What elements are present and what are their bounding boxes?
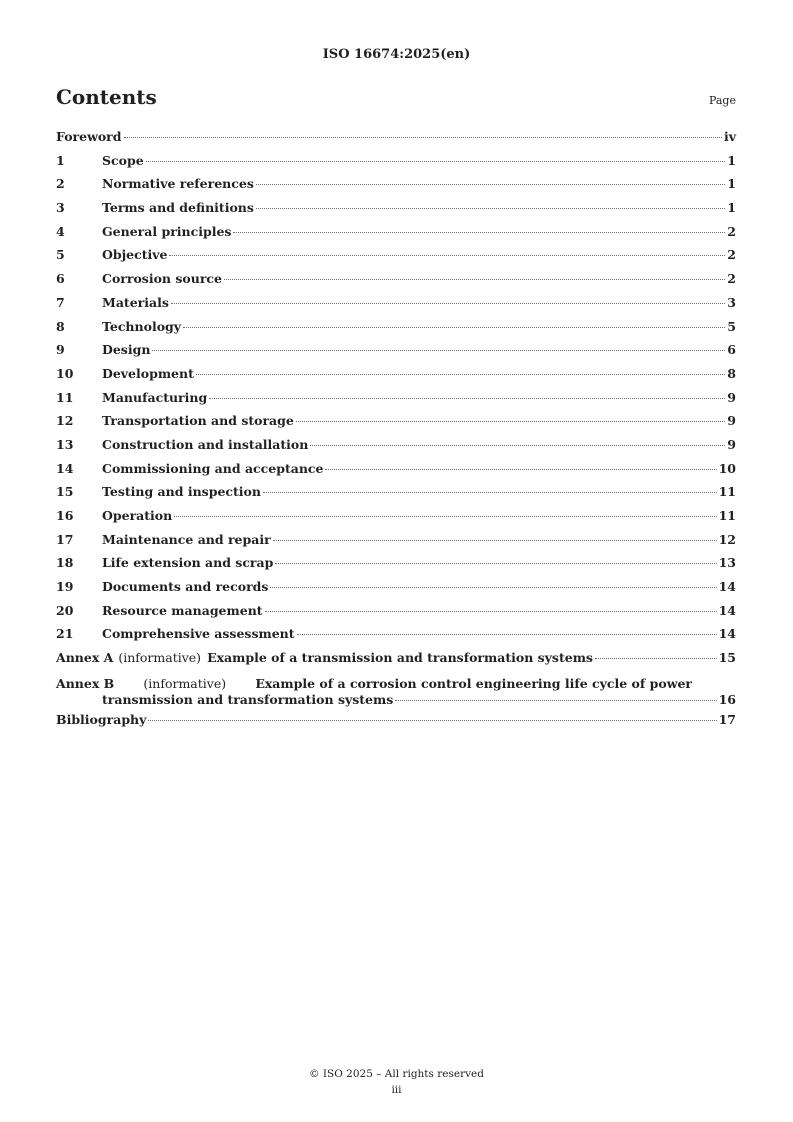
toc-entry-page: 3 bbox=[727, 294, 736, 310]
toc-entry-clause-7[interactable] bbox=[56, 295, 736, 319]
toc-entry-foreword[interactable] bbox=[56, 129, 736, 153]
dot-leader bbox=[148, 720, 716, 721]
toc-entry-page: 8 bbox=[727, 365, 736, 381]
toc-entry-page: 2 bbox=[727, 247, 736, 263]
dot-leader bbox=[256, 208, 725, 209]
toc-entry-page: 9 bbox=[727, 389, 736, 405]
toc-entry-title: Documents and records bbox=[102, 579, 269, 595]
toc-entry-annex-b[interactable] bbox=[56, 676, 736, 712]
toc-entry-number: 8 bbox=[56, 318, 65, 334]
dot-leader bbox=[224, 279, 725, 280]
toc-entry-page: 12 bbox=[718, 531, 736, 547]
toc-entry-number: 17 bbox=[56, 531, 74, 547]
page-footer bbox=[0, 1066, 793, 1098]
toc-entry-clause-19[interactable] bbox=[56, 579, 736, 603]
toc-entry-title: Foreword bbox=[56, 129, 122, 144]
toc-entry-page: 2 bbox=[727, 223, 736, 239]
toc-entry-clause-10[interactable] bbox=[56, 366, 736, 390]
toc-entry-title: Resource management bbox=[102, 602, 263, 618]
toc-entry-page: 17 bbox=[718, 711, 736, 727]
toc-entry-clause-4[interactable] bbox=[56, 224, 736, 248]
toc-entry-clause-9[interactable] bbox=[56, 342, 736, 366]
dot-leader bbox=[297, 634, 717, 635]
toc-entry-clause-21[interactable] bbox=[56, 626, 736, 650]
toc-entry-clause-8[interactable] bbox=[56, 319, 736, 343]
toc-entry-page: 15 bbox=[718, 650, 736, 666]
toc-entry-title: Objective bbox=[102, 247, 168, 263]
page-number: iii bbox=[391, 1084, 402, 1096]
toc-entry-page: 11 bbox=[718, 484, 736, 500]
dot-leader bbox=[183, 327, 725, 328]
toc-entry-page: 14 bbox=[718, 579, 736, 595]
toc-entry-number: 2 bbox=[56, 176, 65, 192]
toc-entry-title: Development bbox=[102, 365, 194, 381]
toc-entry-clause-3[interactable] bbox=[56, 200, 736, 224]
toc-entry-number: 6 bbox=[56, 271, 65, 287]
annex-label: Annex A bbox=[56, 650, 114, 666]
toc-entry-clause-14[interactable] bbox=[56, 461, 736, 485]
toc-entry-number: 11 bbox=[56, 389, 74, 405]
dot-leader bbox=[270, 587, 716, 588]
toc-entry-title: Scope bbox=[102, 152, 144, 168]
toc-entry-number: 9 bbox=[56, 342, 65, 358]
toc-entry-clause-15[interactable] bbox=[56, 484, 736, 508]
toc-entry-page: 2 bbox=[727, 271, 736, 287]
toc-entry-title: Normative references bbox=[102, 176, 254, 192]
toc-entry-clause-12[interactable] bbox=[56, 413, 736, 437]
toc-entry-number: 7 bbox=[56, 294, 65, 310]
page-column-label: Page bbox=[708, 94, 736, 107]
dot-leader bbox=[196, 374, 725, 375]
toc-entry-annex-a[interactable] bbox=[56, 650, 736, 674]
toc-entry-clause-20[interactable] bbox=[56, 603, 736, 627]
toc-entry-clause-13[interactable] bbox=[56, 437, 736, 461]
dot-leader bbox=[146, 161, 726, 162]
toc-entry-title: General principles bbox=[102, 223, 232, 239]
contents-heading-row bbox=[56, 85, 736, 109]
toc-entry-title: Comprehensive assessment bbox=[102, 626, 295, 642]
toc-entry-number: 20 bbox=[56, 602, 74, 618]
toc-entry-page: 1 bbox=[727, 152, 736, 168]
toc-entry-page: 1 bbox=[727, 176, 736, 192]
toc-entry-title: Life extension and scrap bbox=[102, 555, 274, 571]
toc-entry-number: 16 bbox=[56, 508, 74, 523]
annex-kind: (informative) bbox=[118, 650, 202, 666]
toc-entry-title: Construction and installation bbox=[102, 436, 309, 452]
toc-entry-number: 4 bbox=[56, 223, 65, 239]
toc-entry-title: Materials bbox=[102, 294, 169, 310]
toc-entry-title: Manufacturing bbox=[102, 389, 208, 405]
toc-entry-title: Transportation and storage bbox=[102, 413, 294, 429]
dot-leader bbox=[265, 611, 717, 612]
dot-leader bbox=[169, 255, 725, 256]
toc-entry-page: 14 bbox=[718, 602, 736, 618]
table-of-contents bbox=[56, 129, 736, 736]
toc-entry-number: 14 bbox=[56, 460, 74, 476]
copyright-notice: © ISO 2025 – All rights reserved bbox=[309, 1068, 484, 1080]
toc-clause-list bbox=[56, 153, 736, 650]
toc-entry-number: 3 bbox=[56, 200, 65, 216]
annex-title: Example of a transmission and transformation systems bbox=[207, 650, 593, 666]
toc-entry-page: 6 bbox=[727, 342, 736, 358]
toc-entry-number: 18 bbox=[56, 555, 74, 571]
toc-entry-clause-6[interactable] bbox=[56, 271, 736, 295]
contents-title: Contents bbox=[56, 85, 157, 109]
toc-entry-clause-18[interactable] bbox=[56, 555, 736, 579]
annex-b-second-line bbox=[56, 692, 736, 712]
dot-leader bbox=[256, 184, 725, 185]
dot-leader bbox=[233, 232, 725, 233]
document-id: ISO 16674:2025(en) bbox=[322, 47, 471, 62]
dot-leader bbox=[152, 350, 725, 351]
toc-entry-title: Testing and inspection bbox=[102, 484, 261, 500]
toc-entry-number: 19 bbox=[56, 579, 74, 595]
annex-kind: (informative) bbox=[143, 675, 227, 691]
toc-entry-number: 12 bbox=[56, 413, 74, 429]
toc-entry-title: Bibliography bbox=[56, 711, 147, 727]
toc-entry-page: 1 bbox=[727, 200, 736, 216]
dot-leader bbox=[296, 421, 725, 422]
toc-entry-number: 13 bbox=[56, 436, 74, 452]
toc-entry-title: Terms and definitions bbox=[102, 200, 254, 216]
toc-entry-page: 13 bbox=[718, 555, 736, 571]
toc-entry-title: Technology bbox=[102, 318, 182, 334]
dot-leader bbox=[209, 398, 725, 399]
annex-label: Annex B bbox=[56, 675, 115, 691]
toc-entry-clause-1[interactable] bbox=[56, 153, 736, 177]
toc-entry-page: 10 bbox=[718, 460, 736, 476]
dot-leader bbox=[310, 445, 725, 446]
dot-leader bbox=[325, 469, 716, 470]
toc-entry-number: 5 bbox=[56, 247, 65, 263]
toc-entry-number: 15 bbox=[56, 484, 74, 500]
toc-entry-page: 14 bbox=[718, 626, 736, 642]
dot-leader bbox=[174, 516, 716, 517]
toc-entry-page: 11 bbox=[718, 508, 736, 523]
toc-entry-clause-2[interactable] bbox=[56, 176, 736, 200]
toc-entry-page: iv bbox=[723, 129, 736, 144]
toc-entry-page: 5 bbox=[727, 318, 736, 334]
annex-title-line2: transmission and transformation systems bbox=[102, 691, 394, 707]
dot-leader bbox=[395, 700, 716, 701]
toc-entry-number: 10 bbox=[56, 365, 74, 381]
annex-title-line1: Example of a corrosion control engineering life cycle of power bbox=[255, 675, 692, 691]
dot-leader bbox=[124, 137, 722, 138]
toc-entry-title: Maintenance and repair bbox=[102, 531, 271, 547]
toc-entry-title: Design bbox=[102, 342, 151, 358]
toc-entry-clause-16[interactable] bbox=[56, 508, 736, 532]
dot-leader bbox=[595, 658, 717, 659]
toc-entry-bibliography[interactable] bbox=[56, 712, 736, 736]
dot-leader bbox=[275, 563, 716, 564]
dot-leader bbox=[273, 540, 717, 541]
toc-entry-page: 9 bbox=[727, 436, 736, 452]
toc-entry-title: Commissioning and acceptance bbox=[102, 460, 324, 476]
toc-entry-clause-17[interactable] bbox=[56, 532, 736, 556]
dot-leader bbox=[171, 303, 725, 304]
dot-leader bbox=[263, 492, 717, 493]
toc-entry-clause-11[interactable] bbox=[56, 390, 736, 414]
toc-entry-title: Corrosion source bbox=[102, 271, 222, 287]
toc-entry-clause-5[interactable] bbox=[56, 247, 736, 271]
toc-entry-page: 9 bbox=[727, 413, 736, 429]
toc-entry-number: 1 bbox=[56, 152, 65, 168]
toc-entry-title: Operation bbox=[102, 508, 173, 523]
annex-b-first-line bbox=[56, 676, 736, 692]
toc-entry-number: 21 bbox=[56, 626, 74, 642]
toc-entry-page: 16 bbox=[718, 691, 736, 707]
